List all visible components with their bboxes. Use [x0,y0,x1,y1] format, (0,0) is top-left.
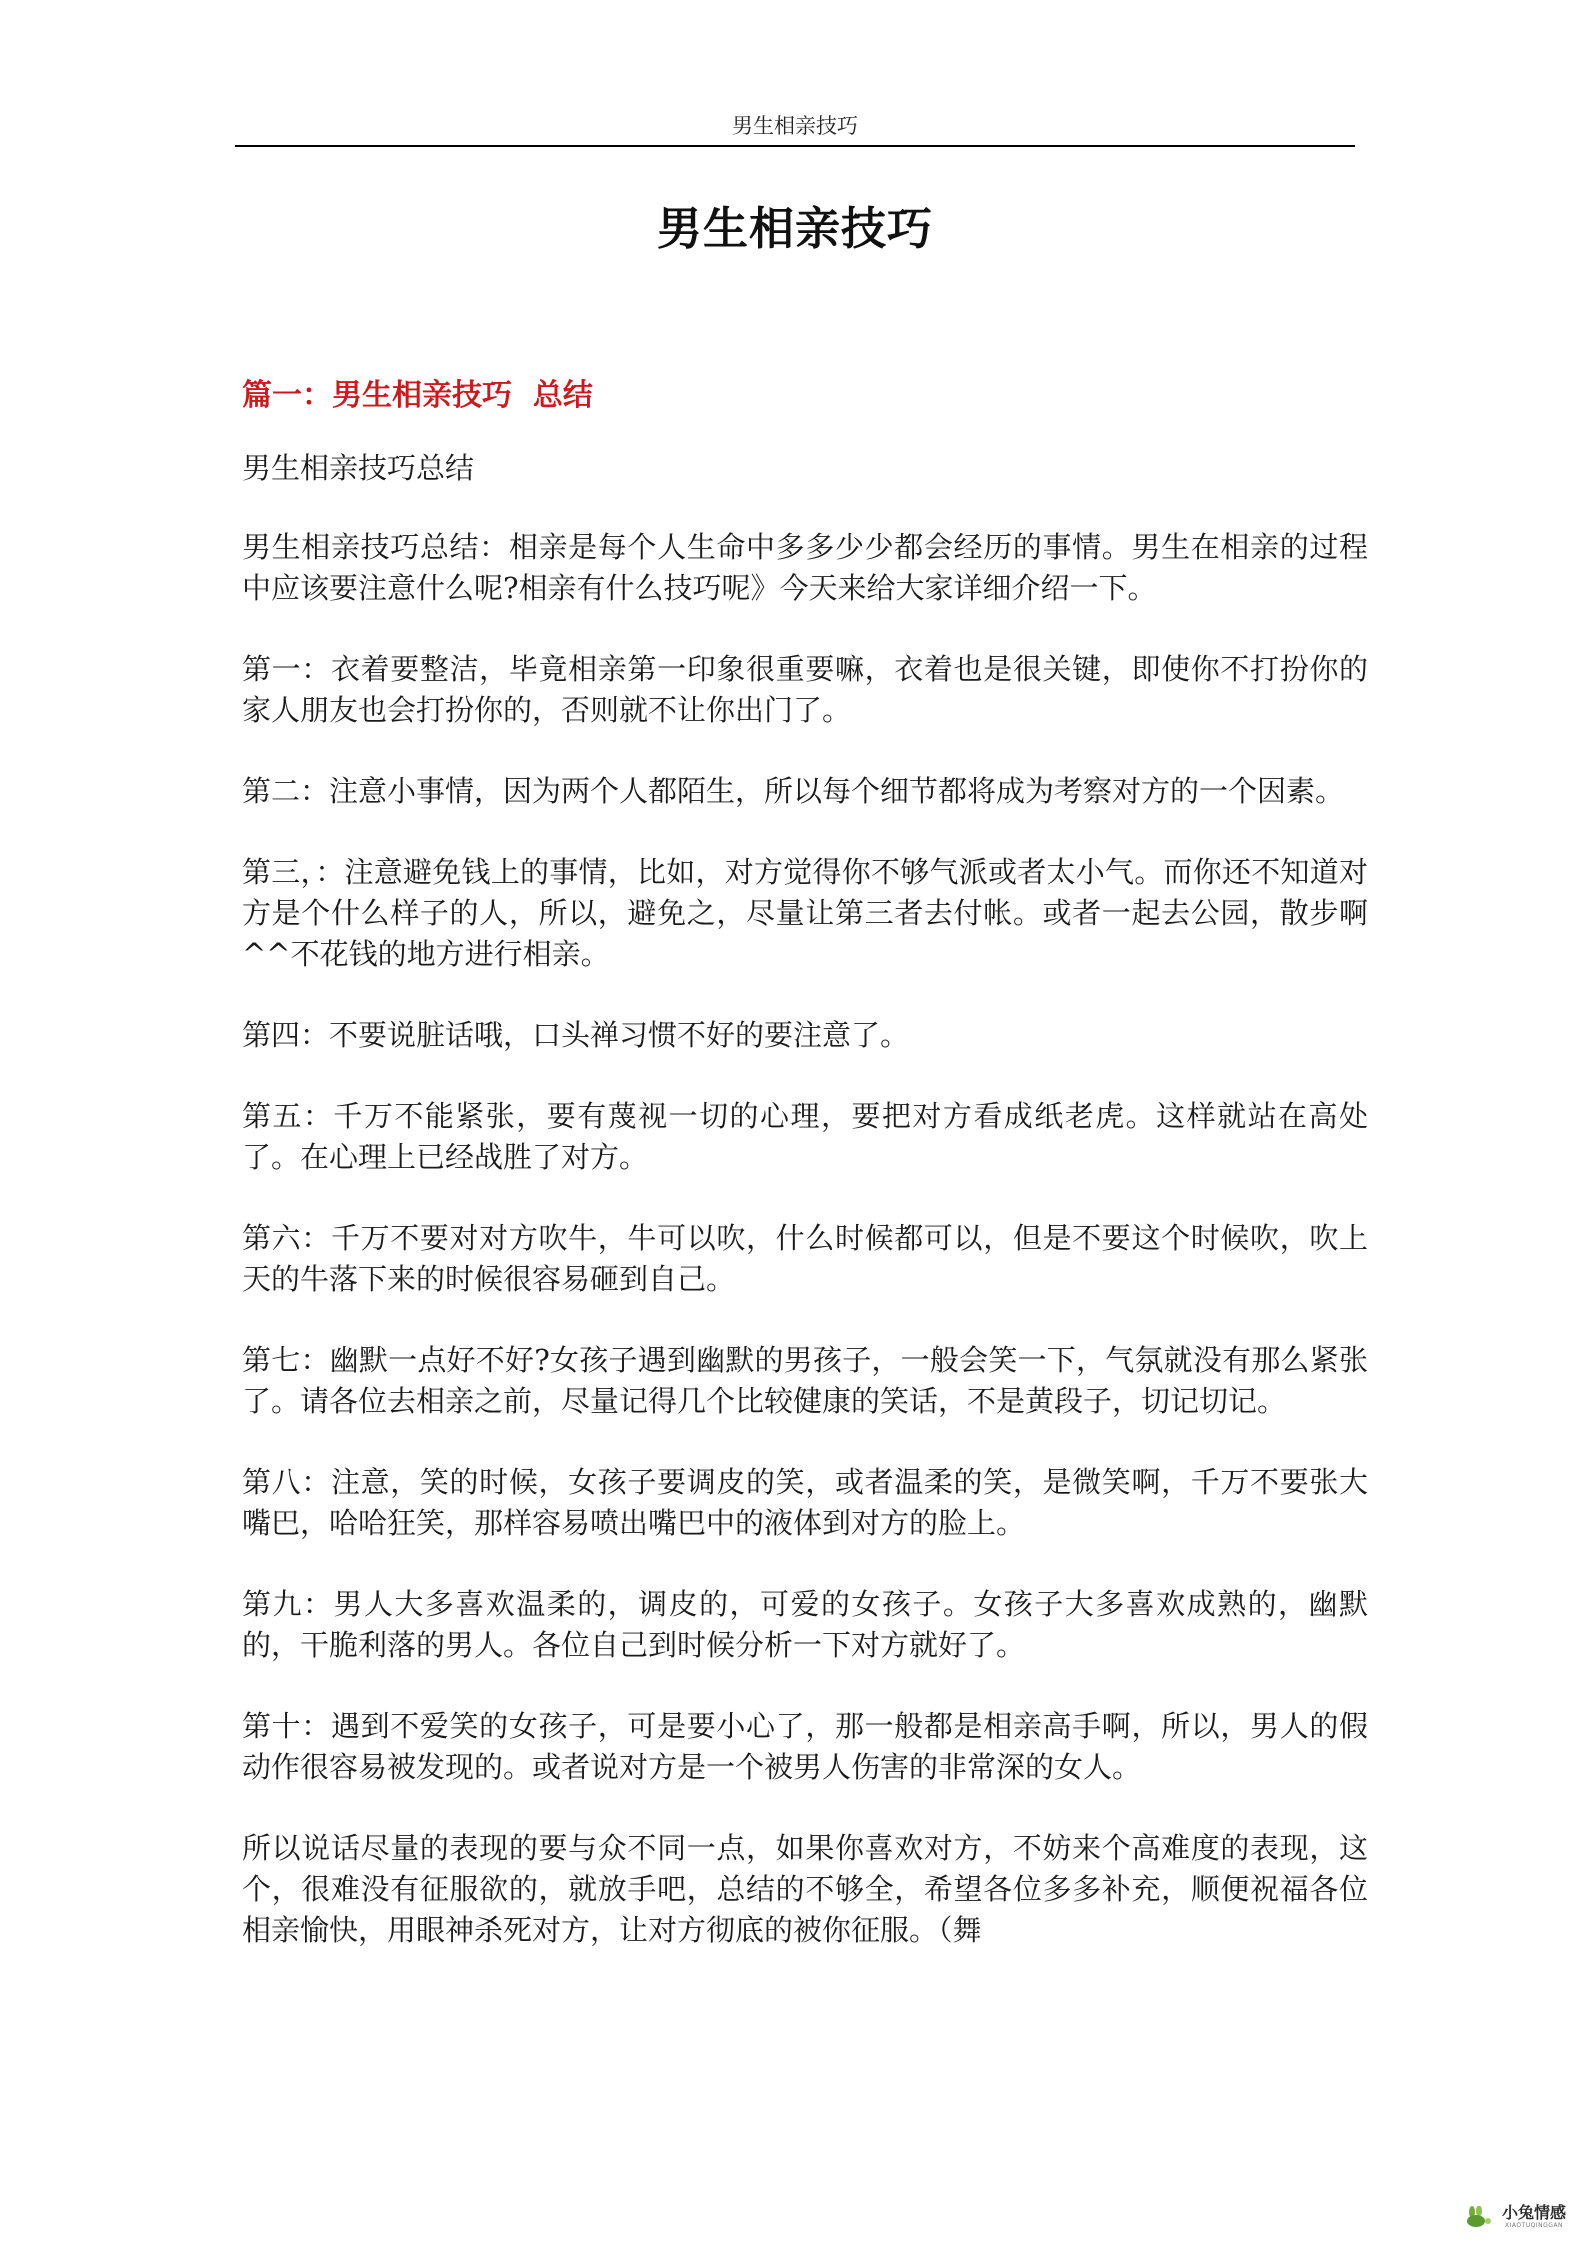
document-body [242,448,1368,1991]
paragraph-intro: 男生相亲技巧总结：相亲是每个人生命中多多少少都会经历的事情。男生在相亲的过程中应该要注意什么呢?相亲有什么技巧呢》今天来给大家详细介绍一下。 [242,530,1368,605]
paragraph-tip-10: 第十：遇到不爱笑的女孩子，可是要小心了，那一般都是相亲高手啊，所以，男人的假动作很容易被发现的。或者说对方是一个被男人伤害的非常深的女人。 [242,1709,1368,1784]
paragraph-subtitle: 男生相亲技巧总结 [242,451,475,485]
footer-watermark-logo [1462,2204,1566,2230]
header-divider [235,145,1355,147]
paragraph-tip-5: 第五：千万不能紧张，要有蔑视一切的心理，要把对方看成纸老虎。这样就站在高处了。在心理上已经战胜了对方。 [242,1099,1368,1174]
paragraph-conclusion: 所以说话尽量的表现的要与众不同一点，如果你喜欢对方，不妨来个高难度的表现，这个，很难没有征服欲的，就放手吧，总结的不够全，希望各位多多补充，顺便祝福各位相亲愉快，用眼神杀死对方，让对方彻底的被你征服。（舞 [242,1831,1368,1947]
paragraph-tip-6: 第六：千万不要对对方吹牛，牛可以吹，什么时候都可以，但是不要这个时候吹，吹上天的牛落下来的时候很容易砸到自己。 [242,1221,1368,1296]
rabbit-logo-icon [1462,2206,1496,2228]
paragraph-tip-2: 第二：注意小事情，因为两个人都陌生，所以每个细节都将成为考察对方的一个因素。 [242,774,1345,808]
paragraph-tip-4: 第四：不要说脏话哦，口头禅习惯不好的要注意了。 [242,1018,910,1052]
paragraph-tip-7: 第七：幽默一点好不好?女孩子遇到幽默的男孩子，一般会笑一下，气氛就没有那么紧张了。请各位去相亲之前，尽量记得几个比较健康的笑话，不是黄段子，切记切记。 [242,1343,1368,1418]
logo-subtext: XIAOTUQINGGAN [1504,2222,1563,2229]
document-title: 男生相亲技巧 [656,202,933,255]
section-heading: 篇一：男生相亲技巧 总结 [242,378,593,413]
paragraph-tip-3: 第三，：注意避免钱上的事情，比如，对方觉得你不够气派或者太小气。而你还不知道对方是个什么样子的人，所以，避免之，尽量让第三者去付帐。或者一起去公园，散步啊^^不花钱的地方进行相亲。 [242,855,1368,971]
paragraph-tip-9: 第九：男人大多喜欢温柔的，调皮的，可爱的女孩子。女孩子大多喜欢成熟的，幽默的，干脆利落的男人。各位自己到时候分析一下对方就好了。 [242,1587,1368,1662]
paragraph-tip-8: 第八：注意，笑的时候，女孩子要调皮的笑，或者温柔的笑，是微笑啊，千万不要张大嘴巴，哈哈狂笑，那样容易喷出嘴巴中的液体到对方的脸上。 [242,1465,1368,1540]
running-header: 男生相亲技巧 [732,114,858,138]
logo-text: 小兔情感 [1501,2203,1566,2222]
paragraph-tip-1: 第一：衣着要整洁，毕竟相亲第一印象很重要嘛，衣着也是很关键，即使你不打扮你的家人朋友也会打扮你的，否则就不让你出门了。 [242,652,1368,727]
